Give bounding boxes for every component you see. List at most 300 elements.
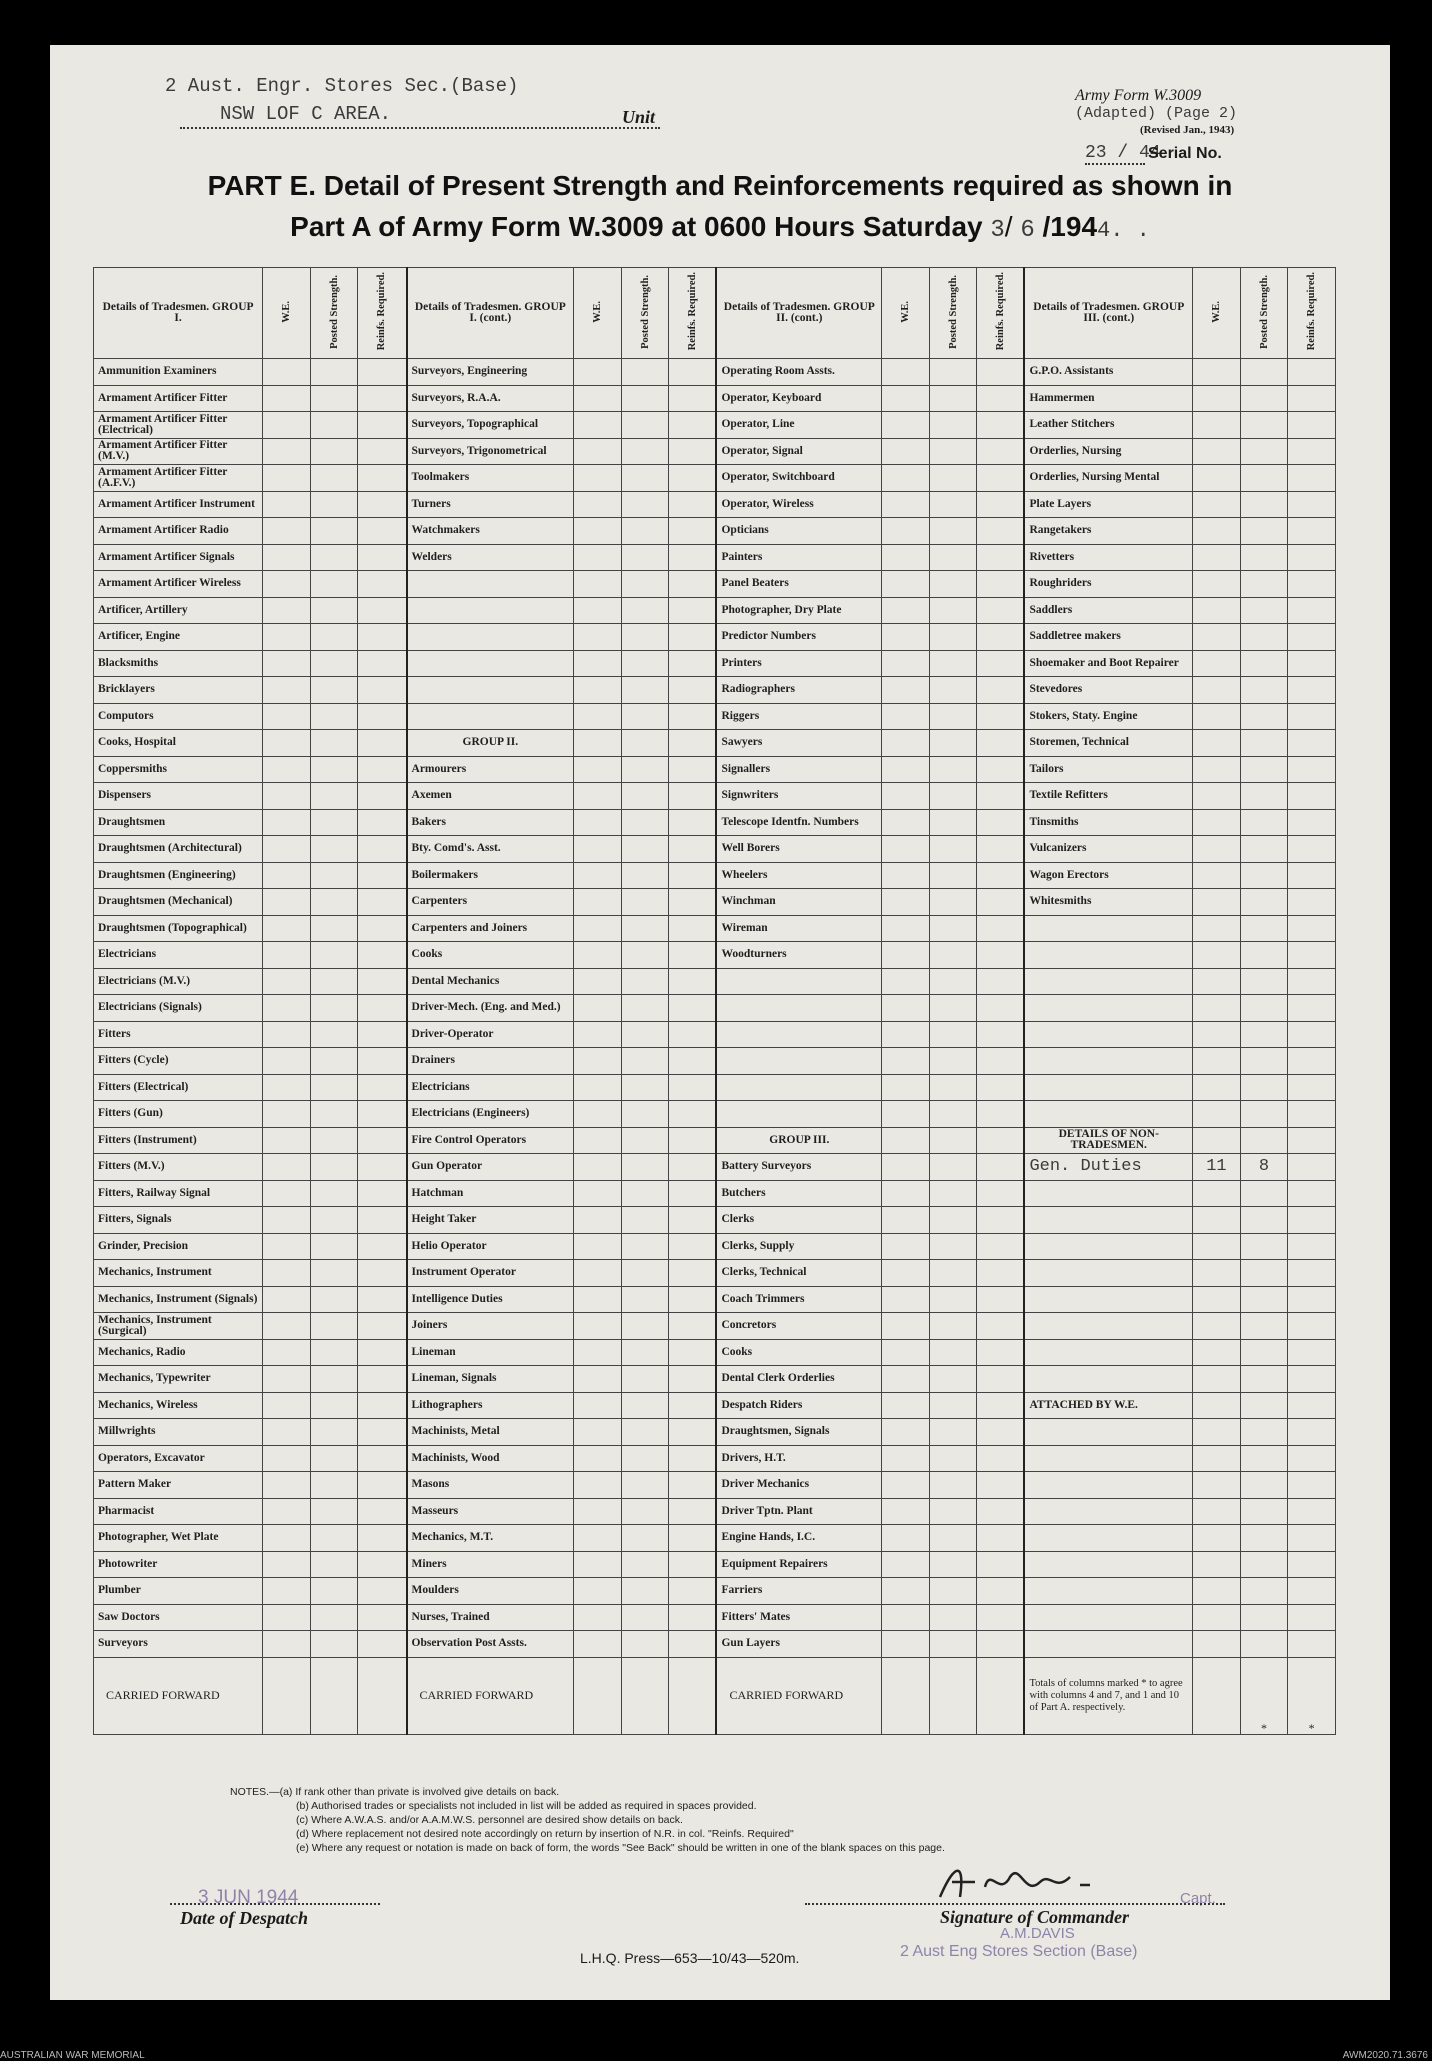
entry-cell[interactable] [358, 809, 407, 836]
entry-cell[interactable] [358, 438, 407, 465]
carried-forward-cell[interactable] [882, 1657, 930, 1734]
entry-cell[interactable] [1288, 1578, 1336, 1605]
entry-cell[interactable] [669, 862, 717, 889]
entry-cell[interactable] [263, 836, 311, 863]
entry-cell[interactable] [310, 915, 358, 942]
entry-cell[interactable] [669, 1154, 717, 1181]
entry-cell[interactable] [263, 756, 311, 783]
entry-cell[interactable] [263, 968, 311, 995]
entry-cell[interactable] [574, 995, 622, 1022]
entry-cell[interactable] [929, 1074, 977, 1101]
entry-cell[interactable] [263, 1498, 311, 1525]
entry-cell[interactable] [358, 1074, 407, 1101]
entry-cell[interactable] [310, 1101, 358, 1128]
entry-cell[interactable] [1288, 1313, 1336, 1340]
entry-cell[interactable] [1288, 1207, 1336, 1234]
entry-cell[interactable] [358, 1445, 407, 1472]
entry-cell[interactable] [310, 1525, 358, 1552]
entry-cell[interactable] [977, 1207, 1025, 1234]
entry-cell[interactable] [1240, 1286, 1288, 1313]
entry-cell[interactable] [1193, 1048, 1241, 1075]
entry-cell[interactable] [1240, 412, 1288, 439]
entry-cell[interactable] [1193, 809, 1241, 836]
entry-cell[interactable] [977, 783, 1025, 810]
entry-cell[interactable] [882, 359, 930, 386]
entry-cell[interactable] [1240, 1366, 1288, 1393]
entry-cell[interactable] [574, 1233, 622, 1260]
entry-cell[interactable] [621, 1260, 669, 1287]
entry-cell[interactable] [621, 624, 669, 651]
entry-cell[interactable] [263, 995, 311, 1022]
entry-cell[interactable] [1240, 1525, 1288, 1552]
entry-cell[interactable] [310, 412, 358, 439]
entry-cell[interactable] [310, 889, 358, 916]
entry-cell[interactable] [1240, 1260, 1288, 1287]
entry-cell[interactable] [310, 385, 358, 412]
entry-cell[interactable] [621, 1472, 669, 1499]
entry-cell[interactable] [929, 571, 977, 598]
entry-cell[interactable] [1288, 677, 1336, 704]
entry-cell[interactable] [669, 915, 717, 942]
entry-cell[interactable] [621, 809, 669, 836]
entry-cell[interactable] [1288, 783, 1336, 810]
entry-cell[interactable] [358, 1048, 407, 1075]
carried-forward-cell[interactable]: * [1288, 1657, 1336, 1734]
entry-cell[interactable] [358, 677, 407, 704]
entry-cell[interactable] [1288, 968, 1336, 995]
entry-cell[interactable] [621, 1101, 669, 1128]
entry-cell[interactable] [1288, 438, 1336, 465]
entry-cell[interactable] [669, 1074, 717, 1101]
entry-cell[interactable] [1193, 1021, 1241, 1048]
entry-cell[interactable] [1193, 518, 1241, 545]
entry-cell[interactable] [1240, 1127, 1288, 1154]
entry-cell[interactable] [977, 412, 1025, 439]
entry-cell[interactable] [1193, 1419, 1241, 1446]
entry-cell[interactable] [977, 730, 1025, 757]
entry-cell[interactable] [977, 968, 1025, 995]
entry-cell[interactable] [1240, 1021, 1288, 1048]
entry-cell[interactable] [358, 597, 407, 624]
entry-cell[interactable] [310, 1154, 358, 1181]
entry-cell[interactable] [358, 385, 407, 412]
entry-cell[interactable] [669, 1286, 717, 1313]
entry-cell[interactable] [1193, 385, 1241, 412]
entry-cell[interactable] [882, 1313, 930, 1340]
entry-cell[interactable] [574, 889, 622, 916]
entry-cell[interactable] [358, 491, 407, 518]
entry-cell[interactable] [263, 1260, 311, 1287]
entry-cell[interactable] [1288, 809, 1336, 836]
entry-cell[interactable] [669, 597, 717, 624]
entry-cell[interactable] [882, 1233, 930, 1260]
entry-cell[interactable] [310, 677, 358, 704]
entry-cell[interactable] [1288, 1419, 1336, 1446]
entry-cell[interactable] [669, 1207, 717, 1234]
entry-cell[interactable] [929, 359, 977, 386]
entry-cell[interactable] [263, 1074, 311, 1101]
entry-cell[interactable] [669, 491, 717, 518]
entry-cell[interactable] [882, 1021, 930, 1048]
entry-cell[interactable] [1193, 1180, 1241, 1207]
entry-cell[interactable] [574, 862, 622, 889]
entry-cell[interactable] [882, 730, 930, 757]
entry-cell[interactable] [1193, 1127, 1241, 1154]
entry-cell[interactable] [263, 1048, 311, 1075]
entry-cell[interactable] [621, 1127, 669, 1154]
entry-cell[interactable] [1193, 1101, 1241, 1128]
entry-cell[interactable] [882, 809, 930, 836]
entry-cell[interactable] [1193, 783, 1241, 810]
entry-cell[interactable] [977, 1313, 1025, 1340]
entry-cell[interactable] [977, 491, 1025, 518]
entry-cell[interactable] [669, 1445, 717, 1472]
entry-cell[interactable] [1288, 1286, 1336, 1313]
entry-cell[interactable] [1193, 968, 1241, 995]
entry-cell[interactable] [574, 1074, 622, 1101]
entry-cell[interactable] [882, 412, 930, 439]
entry-cell[interactable] [929, 1578, 977, 1605]
entry-cell[interactable] [621, 1286, 669, 1313]
entry-cell[interactable] [1288, 862, 1336, 889]
entry-cell[interactable] [358, 995, 407, 1022]
entry-cell[interactable] [574, 1154, 622, 1181]
entry-cell[interactable] [263, 1578, 311, 1605]
entry-cell[interactable] [310, 1498, 358, 1525]
entry-cell[interactable] [1240, 995, 1288, 1022]
entry-cell[interactable] [1288, 518, 1336, 545]
carried-forward-cell[interactable] [977, 1657, 1025, 1734]
entry-cell[interactable] [1240, 571, 1288, 598]
entry-cell[interactable] [574, 1101, 622, 1128]
entry-cell[interactable] [263, 1551, 311, 1578]
entry-cell[interactable] [882, 915, 930, 942]
entry-cell[interactable] [977, 1339, 1025, 1366]
entry-cell[interactable] [977, 1021, 1025, 1048]
entry-cell[interactable] [882, 1101, 930, 1128]
entry-cell[interactable] [977, 1154, 1025, 1181]
entry-cell[interactable] [1240, 889, 1288, 916]
entry-cell[interactable] [669, 1313, 717, 1340]
entry-cell[interactable] [929, 1525, 977, 1552]
entry-cell[interactable] [621, 1392, 669, 1419]
entry-cell[interactable] [574, 1207, 622, 1234]
entry-cell[interactable] [1288, 1525, 1336, 1552]
entry-cell[interactable] [1288, 1631, 1336, 1658]
entry-cell[interactable] [574, 518, 622, 545]
entry-cell[interactable] [977, 1180, 1025, 1207]
entry-cell[interactable] [358, 942, 407, 969]
entry-cell[interactable] [669, 836, 717, 863]
entry-cell[interactable] [977, 862, 1025, 889]
entry-cell[interactable] [621, 1631, 669, 1658]
entry-cell[interactable] [1240, 1498, 1288, 1525]
entry-cell[interactable] [669, 650, 717, 677]
entry-cell[interactable] [929, 1551, 977, 1578]
entry-cell[interactable] [310, 438, 358, 465]
entry-cell[interactable] [929, 1101, 977, 1128]
entry-cell[interactable] [1240, 385, 1288, 412]
entry-cell[interactable] [574, 1313, 622, 1340]
entry-cell[interactable] [929, 1127, 977, 1154]
entry-cell[interactable] [977, 1366, 1025, 1393]
entry-cell[interactable] [263, 1207, 311, 1234]
entry-cell[interactable] [358, 1498, 407, 1525]
entry-cell[interactable] [358, 1339, 407, 1366]
entry-cell[interactable] [358, 1127, 407, 1154]
entry-cell[interactable] [1288, 1551, 1336, 1578]
entry-cell[interactable] [574, 730, 622, 757]
entry-cell[interactable] [977, 1498, 1025, 1525]
entry-cell[interactable] [574, 465, 622, 492]
entry-cell[interactable] [358, 1154, 407, 1181]
entry-cell[interactable] [1240, 836, 1288, 863]
entry-cell[interactable] [929, 809, 977, 836]
entry-cell[interactable] [1240, 491, 1288, 518]
entry-cell[interactable] [621, 491, 669, 518]
entry-cell[interactable] [1240, 1207, 1288, 1234]
entry-cell[interactable] [1240, 1233, 1288, 1260]
entry-cell[interactable] [1240, 1551, 1288, 1578]
entry-cell[interactable] [574, 1525, 622, 1552]
entry-cell[interactable] [621, 1048, 669, 1075]
entry-cell[interactable] [1288, 995, 1336, 1022]
entry-cell[interactable] [929, 1419, 977, 1446]
entry-cell[interactable] [621, 1021, 669, 1048]
entry-cell[interactable] [977, 1233, 1025, 1260]
carried-forward-cell[interactable] [929, 1657, 977, 1734]
entry-cell[interactable] [263, 730, 311, 757]
entry-cell[interactable] [929, 597, 977, 624]
entry-cell[interactable] [977, 756, 1025, 783]
entry-cell[interactable] [310, 1604, 358, 1631]
entry-cell[interactable] [574, 1631, 622, 1658]
entry-cell[interactable] [263, 1604, 311, 1631]
entry-cell[interactable] [929, 1180, 977, 1207]
entry-cell[interactable] [574, 1578, 622, 1605]
entry-cell[interactable] [574, 650, 622, 677]
entry-cell[interactable] [263, 465, 311, 492]
entry-cell[interactable] [1240, 783, 1288, 810]
entry-cell[interactable] [1288, 1101, 1336, 1128]
entry-cell[interactable] [882, 1286, 930, 1313]
entry-cell[interactable] [310, 809, 358, 836]
entry-cell[interactable] [1240, 1631, 1288, 1658]
entry-cell[interactable] [574, 1472, 622, 1499]
entry-cell[interactable] [621, 571, 669, 598]
entry-cell[interactable] [882, 942, 930, 969]
entry-cell[interactable] [358, 412, 407, 439]
entry-cell[interactable] [621, 783, 669, 810]
entry-cell[interactable] [310, 730, 358, 757]
entry-cell[interactable] [1193, 1578, 1241, 1605]
entry-cell[interactable] [882, 1498, 930, 1525]
entry-cell[interactable] [310, 597, 358, 624]
entry-cell[interactable] [669, 1180, 717, 1207]
entry-cell[interactable] [669, 1551, 717, 1578]
entry-cell[interactable] [1193, 1525, 1241, 1552]
entry-cell[interactable] [1288, 624, 1336, 651]
entry-cell[interactable] [929, 1233, 977, 1260]
entry-cell[interactable] [1193, 1233, 1241, 1260]
entry-cell[interactable] [1240, 1445, 1288, 1472]
entry-cell[interactable] [263, 1366, 311, 1393]
entry-cell[interactable] [1193, 1260, 1241, 1287]
entry-cell[interactable] [310, 1313, 358, 1340]
entry-cell[interactable] [669, 1472, 717, 1499]
entry-cell[interactable] [1240, 624, 1288, 651]
entry-cell[interactable] [621, 597, 669, 624]
entry-cell[interactable] [669, 783, 717, 810]
entry-cell[interactable] [1288, 836, 1336, 863]
entry-cell[interactable] [574, 783, 622, 810]
entry-cell[interactable] [310, 862, 358, 889]
entry-cell[interactable] [310, 1074, 358, 1101]
entry-cell[interactable] [1288, 915, 1336, 942]
entry-cell[interactable] [929, 624, 977, 651]
entry-cell[interactable] [977, 650, 1025, 677]
entry-cell[interactable] [263, 1233, 311, 1260]
entry-cell[interactable] [1193, 624, 1241, 651]
entry-cell[interactable] [263, 518, 311, 545]
entry-cell[interactable] [1240, 650, 1288, 677]
entry-cell[interactable] [1240, 862, 1288, 889]
entry-cell[interactable] [669, 518, 717, 545]
entry-cell[interactable] [621, 995, 669, 1022]
entry-cell[interactable] [574, 571, 622, 598]
entry-cell[interactable] [574, 1498, 622, 1525]
entry-cell[interactable] [621, 1604, 669, 1631]
entry-cell[interactable] [1193, 1074, 1241, 1101]
entry-cell[interactable] [929, 915, 977, 942]
entry-cell[interactable] [1240, 730, 1288, 757]
entry-cell[interactable] [1288, 544, 1336, 571]
entry-cell[interactable] [358, 544, 407, 571]
entry-cell[interactable] [621, 465, 669, 492]
entry-cell[interactable] [929, 862, 977, 889]
carried-forward-cell[interactable] [574, 1657, 622, 1734]
entry-cell[interactable] [263, 624, 311, 651]
entry-cell[interactable] [1193, 1498, 1241, 1525]
entry-cell[interactable] [1193, 862, 1241, 889]
entry-cell[interactable] [669, 544, 717, 571]
entry-cell[interactable] [882, 650, 930, 677]
entry-cell[interactable] [621, 412, 669, 439]
entry-cell[interactable] [882, 756, 930, 783]
entry-cell[interactable] [882, 968, 930, 995]
entry-cell[interactable] [1288, 571, 1336, 598]
entry-cell[interactable] [929, 968, 977, 995]
entry-cell[interactable] [669, 438, 717, 465]
entry-cell[interactable] [310, 624, 358, 651]
entry-cell[interactable] [574, 1392, 622, 1419]
entry-cell[interactable] [1288, 1074, 1336, 1101]
entry-cell[interactable] [669, 995, 717, 1022]
entry-cell[interactable] [1240, 809, 1288, 836]
entry-cell[interactable] [358, 1578, 407, 1605]
entry-cell[interactable] [1288, 942, 1336, 969]
entry-cell[interactable] [882, 518, 930, 545]
entry-cell[interactable] [977, 915, 1025, 942]
entry-cell[interactable] [263, 1631, 311, 1658]
entry-cell[interactable] [263, 385, 311, 412]
entry-cell[interactable] [1193, 597, 1241, 624]
entry-cell[interactable] [1288, 1392, 1336, 1419]
entry-cell[interactable] [263, 703, 311, 730]
entry-cell[interactable] [1288, 1366, 1336, 1393]
entry-cell[interactable] [977, 544, 1025, 571]
entry-cell[interactable] [263, 544, 311, 571]
carried-forward-cell[interactable] [621, 1657, 669, 1734]
entry-cell[interactable] [1240, 544, 1288, 571]
entry-cell[interactable] [574, 1366, 622, 1393]
entry-cell[interactable] [882, 624, 930, 651]
entry-cell[interactable] [977, 1101, 1025, 1128]
entry-cell[interactable] [1193, 1551, 1241, 1578]
entry-cell[interactable] [310, 783, 358, 810]
entry-cell[interactable] [358, 1551, 407, 1578]
entry-cell[interactable] [621, 1366, 669, 1393]
entry-cell[interactable] [1193, 703, 1241, 730]
entry-cell[interactable] [1240, 1392, 1288, 1419]
entry-cell[interactable] [1288, 1445, 1336, 1472]
entry-cell[interactable] [1240, 1578, 1288, 1605]
entry-cell[interactable] [1288, 889, 1336, 916]
entry-cell[interactable] [669, 1233, 717, 1260]
entry-cell[interactable] [977, 1074, 1025, 1101]
entry-cell[interactable] [1288, 1472, 1336, 1499]
entry-cell[interactable] [669, 809, 717, 836]
entry-cell[interactable] [1193, 491, 1241, 518]
entry-cell[interactable] [977, 1631, 1025, 1658]
entry-cell[interactable] [882, 597, 930, 624]
entry-cell[interactable] [1193, 1392, 1241, 1419]
entry-cell[interactable] [621, 1233, 669, 1260]
carried-forward-cell[interactable] [263, 1657, 311, 1734]
entry-cell[interactable] [263, 438, 311, 465]
entry-cell[interactable] [621, 862, 669, 889]
entry-cell[interactable] [574, 544, 622, 571]
entry-cell[interactable] [621, 359, 669, 386]
entry-cell[interactable] [263, 1313, 311, 1340]
entry-cell[interactable] [263, 942, 311, 969]
entry-cell[interactable] [574, 1127, 622, 1154]
entry-cell[interactable] [1240, 968, 1288, 995]
entry-cell[interactable] [1288, 756, 1336, 783]
entry-cell[interactable] [977, 1286, 1025, 1313]
entry-cell[interactable] [310, 1445, 358, 1472]
entry-cell[interactable] [1240, 1339, 1288, 1366]
entry-cell[interactable] [977, 385, 1025, 412]
entry-cell[interactable] [621, 915, 669, 942]
entry-cell[interactable] [1240, 703, 1288, 730]
entry-cell[interactable] [1193, 995, 1241, 1022]
entry-cell[interactable] [358, 1260, 407, 1287]
entry-cell[interactable] [263, 1525, 311, 1552]
entry-cell[interactable] [1193, 1339, 1241, 1366]
entry-cell[interactable] [358, 465, 407, 492]
entry-cell[interactable] [621, 968, 669, 995]
entry-cell[interactable] [358, 1313, 407, 1340]
entry-cell[interactable] [929, 465, 977, 492]
entry-cell[interactable] [669, 1021, 717, 1048]
entry-cell[interactable] [1193, 915, 1241, 942]
entry-cell[interactable] [621, 385, 669, 412]
entry-cell[interactable] [1193, 677, 1241, 704]
entry-cell[interactable] [310, 1207, 358, 1234]
entry-cell[interactable] [621, 1313, 669, 1340]
entry-cell[interactable] [574, 1048, 622, 1075]
